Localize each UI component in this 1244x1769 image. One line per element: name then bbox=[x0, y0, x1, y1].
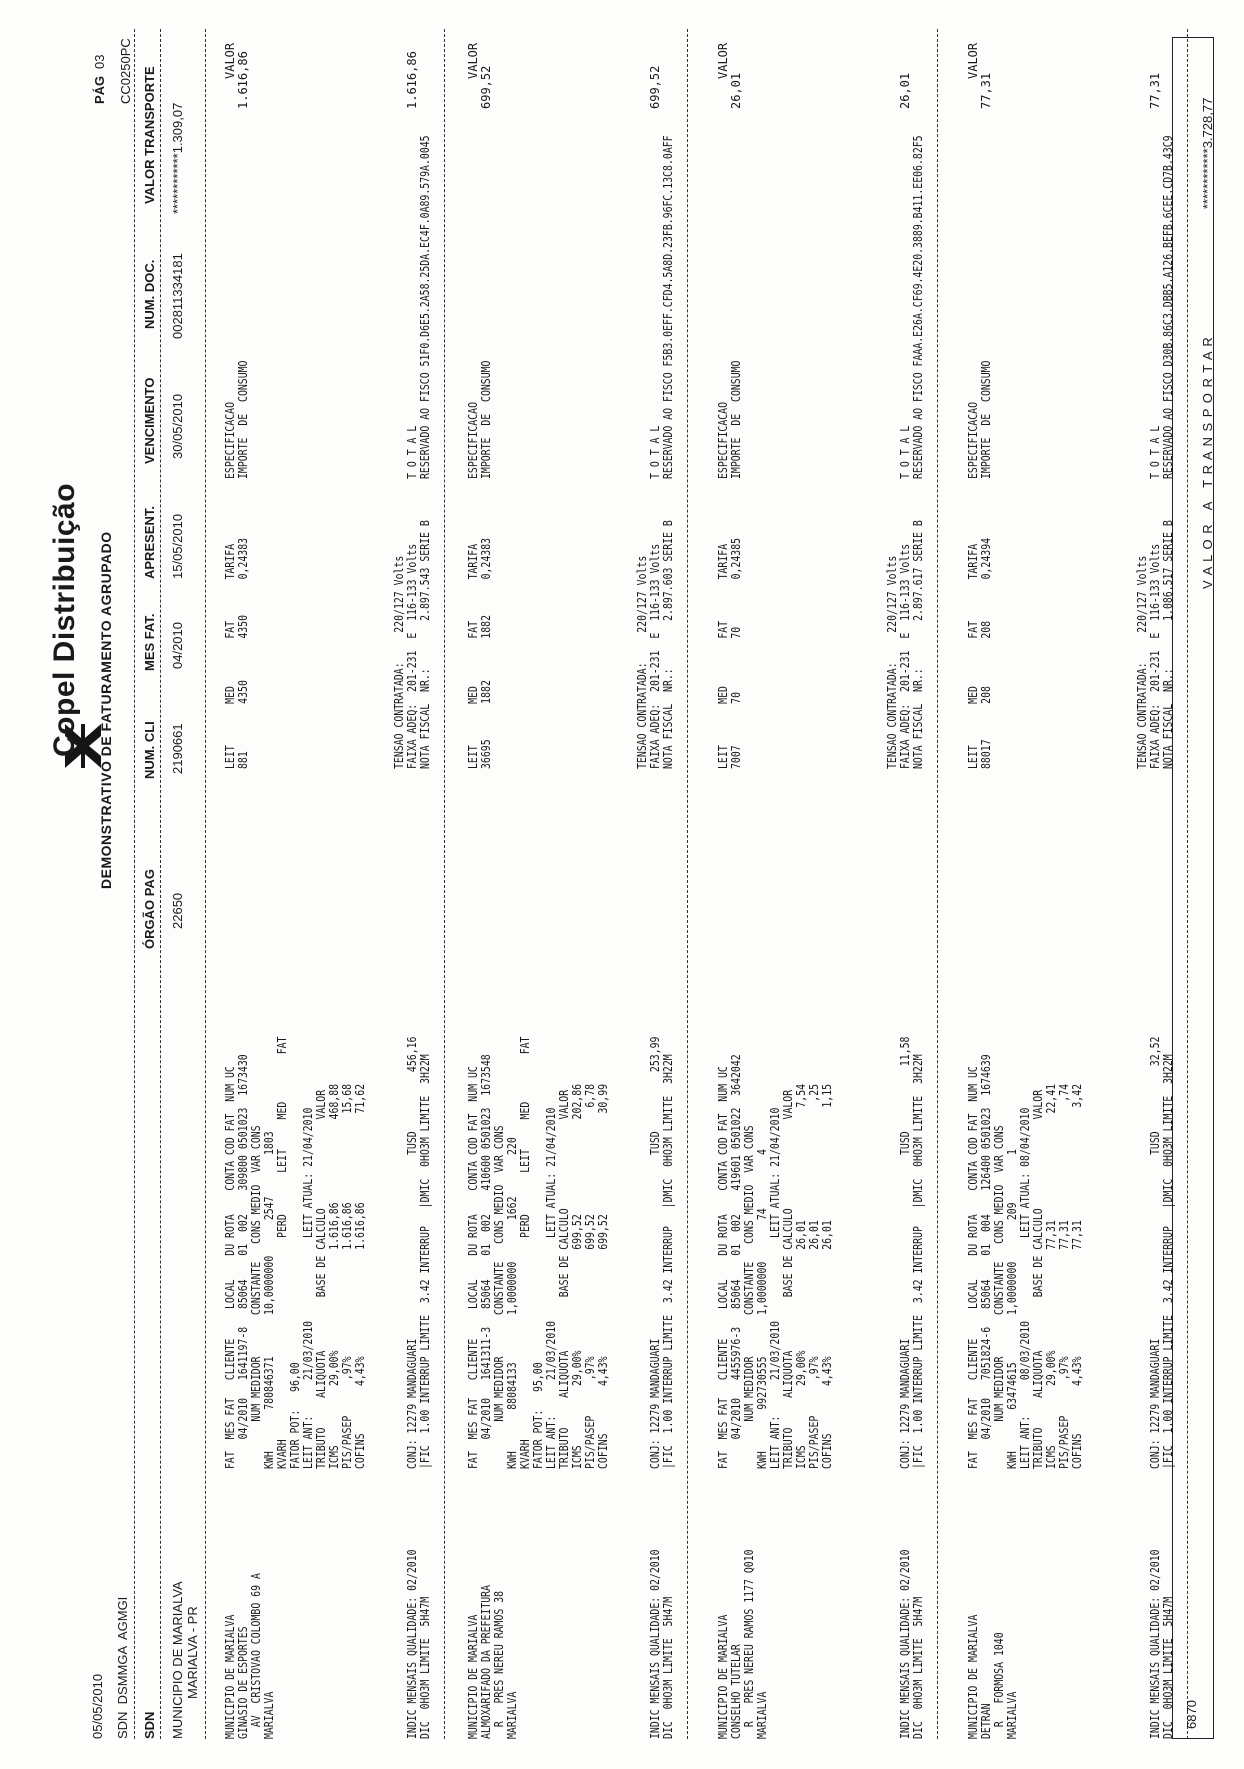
record-detail-line: KWH 992730555 1,0000000 74 4 bbox=[755, 1149, 769, 1469]
record-detail-line: 04/2010 1641311-3 85064 01 002 410600 0501023 1673548 bbox=[479, 1054, 493, 1469]
record-leit-block bbox=[467, 538, 493, 769]
record-indic-line: INDIC MENSAIS QUALIDADE: 02/2010 bbox=[648, 1549, 662, 1739]
record-total-label: T O T A L bbox=[898, 425, 912, 479]
summary-vencimento: 30/05/2010 bbox=[170, 393, 185, 459]
record-espec-line: IMPORTE DE CONSUMO bbox=[479, 360, 493, 479]
record-detail-line: FAT MES FAT CLIENTE LOCAL DU ROTA CONTA COD FAT NUM UC bbox=[966, 1066, 980, 1469]
record-tensao-block bbox=[393, 520, 432, 769]
record-detail-line: COFINS 4,43% 1.616,86 71,62 bbox=[353, 1083, 367, 1469]
summary-label-numcli: NUM. CLI bbox=[142, 721, 157, 779]
summary-orgao-pag: 22650 bbox=[170, 892, 185, 929]
record-detail-line: KVARH PERD LEIT MED FAT bbox=[518, 1036, 532, 1469]
record-detail-line: FAT MES FAT CLIENTE LOCAL DU ROTA CONTA COD FAT NUM UC bbox=[466, 1066, 480, 1469]
record-leit-line: LEIT MED FAT TARIFA bbox=[966, 543, 980, 769]
record-interrup-line: |FIC 1.00 INTERRUP LIMITE 3.42 INTERRUP |DMIC 0HO3M LIMITE 3H22M bbox=[661, 1054, 675, 1469]
record-valor-label: VALOR bbox=[223, 42, 237, 79]
summary-label-orgao: ÓRGÃO PAG bbox=[142, 869, 157, 949]
record-detail-block bbox=[717, 1054, 834, 1469]
record-name-block bbox=[717, 1549, 769, 1739]
record-valor: 77,31 bbox=[979, 72, 993, 109]
record-leit-line: LEIT MED FAT TARIFA bbox=[223, 543, 237, 769]
record-dic-line: DIC 0HO3M LIMITE 5H47M bbox=[1161, 1596, 1175, 1739]
page-label-r: PÁG bbox=[92, 75, 107, 104]
record-name-block bbox=[967, 1615, 1019, 1739]
summary-client-name: MUNICIPIO DE MARIALVA bbox=[170, 1581, 185, 1739]
record-espec-line: IMPORTE DE CONSUMO bbox=[236, 360, 250, 479]
record-tensao-line: NOTA FISCAL NR.: 1.086.517 SERIE B bbox=[1161, 520, 1175, 769]
record-tensao-line: TENSAO CONTRATADA: 220/127 Volts bbox=[635, 555, 649, 769]
record-name-block bbox=[224, 1573, 276, 1739]
record-indic-line: INDIC MENSAIS QUALIDADE: 02/2010 bbox=[1148, 1549, 1162, 1739]
record-fisco-line: RESERVADO AO FISCO FAAA.E26A.CF69.4E20.3889.B411.EE06.82F5 bbox=[911, 135, 925, 479]
record-name-line: MUNICIPIO DE MARIALVA bbox=[966, 1614, 980, 1739]
record-name-line: R PRES NEREU RAMOS 38 bbox=[492, 1590, 506, 1739]
record-leit-line: 7007 70 70 0,24385 bbox=[729, 537, 743, 769]
divider-header bbox=[134, 29, 135, 1739]
summary-apresent: 15/05/2010 bbox=[170, 513, 185, 579]
record-divider bbox=[687, 29, 688, 1739]
record-detail-line: PIS/PASEP ,97% 699,52 6,78 bbox=[583, 1083, 597, 1469]
record-name-line: DETRAN bbox=[979, 1703, 993, 1739]
record-tensao-block bbox=[636, 520, 675, 769]
record-dic-line: DIC 0HO3M LIMITE 5H47M bbox=[661, 1596, 675, 1739]
record-detail-line: NUM MEDIDOR CONSTANTE CONS MEDIO VAR CONS bbox=[992, 1125, 1006, 1469]
divider-summary bbox=[160, 29, 161, 1739]
record-valor: 26,01 bbox=[729, 72, 743, 109]
record-detail-line: KWH 780846371 10,0000000 2547 1803 bbox=[262, 1131, 276, 1469]
record-detail-line: COFINS 4,43% 699,52 30,99 bbox=[596, 1083, 610, 1469]
summary-label-vencimento: VENCIMENTO bbox=[142, 377, 157, 464]
header-code-r: SDN DSMMGA AGMGI bbox=[115, 1596, 130, 1739]
brand-name-r: Copel Distribuição bbox=[48, 482, 81, 757]
record-total-value: 1.616,86 bbox=[405, 51, 419, 109]
record-detail-line: 04/2010 7051824-6 85064 01 004 126400 0501023 1674639 bbox=[979, 1054, 993, 1469]
record-total-value: 26,01 bbox=[898, 72, 912, 109]
record-name-line: R FORMOSA 1040 bbox=[992, 1632, 1006, 1739]
record-espec-line: ESPECIFICACAO bbox=[223, 401, 237, 479]
record-detail-line: NUM MEDIDOR CONSTANTE CONS MEDIO VAR CONS bbox=[492, 1125, 506, 1469]
record-total-value: 77,31 bbox=[1148, 72, 1162, 109]
record-detail-line: TRIBUTO ALIQUOTA BASE DE CALCULO VALOR bbox=[781, 1089, 795, 1469]
record-leit-line: LEIT MED FAT TARIFA bbox=[716, 543, 730, 769]
record-name-line: AV CRISTOVAO COLOMBO 69 A bbox=[249, 1573, 263, 1739]
record-fisco-line: RESERVADO AO FISCO F5B3.0EFF.CFD4.5A8D.23FB.96FC.13C8.0AFF bbox=[661, 135, 675, 479]
record-interrup-line: |FIC 1.00 INTERRUP LIMITE 3.42 INTERRUP |DMIC 0HO3M LIMITE 3H22M bbox=[1161, 1054, 1175, 1469]
record-name-block bbox=[467, 1585, 519, 1739]
record-tensao-line: TENSAO CONTRATADA: 220/127 Volts bbox=[1135, 555, 1149, 769]
record-espec-block bbox=[717, 361, 743, 479]
record-tensao-block bbox=[886, 520, 925, 769]
record-espec-block bbox=[967, 361, 993, 479]
record-valor-label: VALOR bbox=[716, 42, 730, 79]
record-leit-line: 88017 208 208 0,24394 bbox=[979, 537, 993, 769]
record-interrup-line: |FIC 1.00 INTERRUP LIMITE 3.42 INTERRUP |DMIC 0HO3M LIMITE 3H22M bbox=[911, 1054, 925, 1469]
summary-label-numdoc: NUM. DOC. bbox=[142, 259, 157, 329]
summary-num-doc: 002811334181 bbox=[170, 253, 185, 339]
record-tusd-line: CONJ: 12279 MANDAGUARI TUSD 32,52 bbox=[1148, 1036, 1162, 1469]
record-detail-line: NUM MEDIDOR CONSTANTE CONS MEDIO VAR CONS bbox=[742, 1125, 756, 1469]
record-detail-line: KWH 88084133 1,0000000 1662 220 bbox=[505, 1137, 519, 1469]
record-total-label: T O T A L bbox=[405, 425, 419, 479]
record-tusd-line: CONJ: 12279 MANDAGUARI TUSD 253,99 bbox=[648, 1036, 662, 1469]
record-valor: 1.616,86 bbox=[236, 51, 250, 109]
record-detail-line: KVARH PERD LEIT MED FAT bbox=[275, 1036, 289, 1469]
record-detail-line: FAT MES FAT CLIENTE LOCAL DU ROTA CONTA COD FAT NUM UC bbox=[716, 1066, 730, 1469]
record-detail-line: LEIT ANT: 21/03/2010 LEIT ATUAL: 21/04/2010 bbox=[301, 1107, 315, 1469]
record-dic-line: DIC 0HO3M LIMITE 5H47M bbox=[418, 1596, 432, 1739]
record-espec-line: IMPORTE DE CONSUMO bbox=[979, 360, 993, 479]
record-espec-block bbox=[467, 361, 493, 479]
footer-transport-label: V A L O R A T R A N S P O R T A R bbox=[1200, 336, 1215, 589]
record-tusd-line: CONJ: 12279 MANDAGUARI TUSD 11,58 bbox=[898, 1036, 912, 1469]
record-name-line: CONSELHO TUTELAR bbox=[729, 1644, 743, 1739]
footer-code: 6870 bbox=[1184, 1700, 1199, 1729]
report-title-r: DEMONSTRATIVO DE FATURAMENTO AGRUPADO bbox=[98, 531, 114, 889]
record-tensao-line: FAIXA ADEQ: 201-231 E 116-133 Volts bbox=[898, 543, 912, 769]
record-leit-block bbox=[967, 538, 993, 769]
record-divider bbox=[444, 29, 445, 1739]
record-tensao-line: NOTA FISCAL NR.: 2.897.543 SERIE B bbox=[418, 520, 432, 769]
record-fisco-line: RESERVADO AO FISCO 51F0.D6E5.2A58.25DA.EC4F.0A89.579A.0045 bbox=[418, 135, 432, 479]
record-detail-line: PIS/PASEP ,97% 77,31 ,74 bbox=[1057, 1083, 1071, 1469]
record-detail-line: TRIBUTO ALIQUOTA BASE DE CALCULO VALOR bbox=[1031, 1089, 1045, 1469]
record-fisco-line: RESERVADO AO FISCO D30B.86C3.DBB5.A126.BEFB.6CEE.CD7B.43C9 bbox=[1161, 135, 1175, 479]
footer-transport-value: ************3.728,77 bbox=[1200, 97, 1215, 209]
record-tensao-line: FAIXA ADEQ: 201-231 E 116-133 Volts bbox=[405, 543, 419, 769]
record-detail-line: LEIT ANT: 08/03/2010 LEIT ATUAL: 08/04/2010 bbox=[1018, 1107, 1032, 1469]
record-name-line: MARIALVA bbox=[755, 1691, 769, 1739]
summary-label-mesfat: MES FAT. bbox=[142, 613, 157, 671]
record-detail-line: ICMS 29,00% 26,01 7,54 bbox=[794, 1083, 808, 1469]
summary-label-apresent: APRESENT. bbox=[142, 506, 157, 579]
record-tensao-line: TENSAO CONTRATADA: 220/127 Volts bbox=[885, 555, 899, 769]
summary-label-valor: VALOR TRANSPORTE bbox=[142, 66, 157, 204]
footer-box bbox=[1172, 37, 1214, 1739]
record-tensao-block bbox=[1136, 520, 1175, 769]
record-valor-label: VALOR bbox=[466, 42, 480, 79]
record-detail-line: TRIBUTO ALIQUOTA BASE DE CALCULO VALOR bbox=[557, 1089, 571, 1469]
record-tensao-line: FAIXA ADEQ: 201-231 E 116-133 Volts bbox=[648, 543, 662, 769]
record-detail-line: PIS/PASEP ,97% 26,01 ,25 bbox=[807, 1083, 821, 1469]
record-interrup-line: |FIC 1.00 INTERRUP LIMITE 3.42 INTERRUP |DMIC 0HO3M LIMITE 3H22M bbox=[418, 1054, 432, 1469]
record-detail-line: COFINS 4,43% 26,01 1,15 bbox=[820, 1083, 834, 1469]
record-detail-line: 04/2010 4455976-3 85064 01 002 419601 0501022 3642042 bbox=[729, 1054, 743, 1469]
record-detail-line: LEIT ANT: 21/03/2010 LEIT ATUAL: 21/04/2010 bbox=[768, 1107, 782, 1469]
record-leit-block bbox=[224, 538, 250, 769]
record-total-label: T O T A L bbox=[648, 425, 662, 479]
record-detail-line: NUM MEDIDOR CONSTANTE CONS MEDIO VAR CONS bbox=[249, 1125, 263, 1469]
record-valor: 699,52 bbox=[479, 65, 493, 109]
record-espec-line: ESPECIFICACAO bbox=[466, 401, 480, 479]
record-tensao-line: NOTA FISCAL NR.: 2.897.603 SERIE B bbox=[661, 520, 675, 769]
report-date-r: 05/05/2010 bbox=[90, 1673, 105, 1739]
record-name-line: MARIALVA bbox=[1005, 1691, 1019, 1739]
record-detail-line: ICMS 29,00% 77,31 22,41 bbox=[1044, 1083, 1058, 1469]
record-detail-line: FATOR POT: 95,00 bbox=[531, 1362, 545, 1469]
divider-records-start bbox=[205, 29, 206, 1739]
record-leit-line: 36695 1882 1882 0,24383 bbox=[479, 537, 493, 769]
record-name-line: MUNICIPIO DE MARIALVA bbox=[223, 1614, 237, 1739]
record-detail-line: TRIBUTO ALIQUOTA BASE DE CALCULO VALOR bbox=[314, 1089, 328, 1469]
summary-valor-transporte: ************1.309,07 bbox=[170, 102, 185, 214]
summary-num-cli: 2190661 bbox=[170, 723, 185, 774]
record-espec-line: ESPECIFICACAO bbox=[716, 401, 730, 479]
record-indic-line: INDIC MENSAIS QUALIDADE: 02/2010 bbox=[405, 1549, 419, 1739]
record-name-line: MARIALVA bbox=[505, 1691, 519, 1739]
record-dic-line: DIC 0HO3M LIMITE 5H47M bbox=[911, 1596, 925, 1739]
record-detail-line: 04/2010 1641197-8 85064 01 002 309800 0501023 1673430 bbox=[236, 1054, 250, 1469]
record-total-value: 699,52 bbox=[648, 65, 662, 109]
record-detail-line: COFINS 4,43% 77,31 3,42 bbox=[1070, 1083, 1084, 1469]
record-tusd-line: CONJ: 12279 MANDAGUARI TUSD 456,16 bbox=[405, 1036, 419, 1469]
record-leit-block bbox=[717, 538, 743, 769]
record-name-line: ALMOXARIFADO DA PREFEITURA bbox=[479, 1584, 493, 1739]
record-detail-line: PIS/PASEP ,97% 1.616,86 15,68 bbox=[340, 1083, 354, 1469]
record-detail-line: LEIT ANT: 21/03/2010 LEIT ATUAL: 21/04/2010 bbox=[544, 1107, 558, 1469]
summary-mes-fat: 04/2010 bbox=[170, 622, 185, 669]
record-detail-line: KWH 63474615 1,0000000 209 1 bbox=[1005, 1149, 1019, 1469]
record-name-line: MARIALVA bbox=[262, 1691, 276, 1739]
copel-logo-icon-r bbox=[42, 763, 86, 807]
record-divider bbox=[937, 29, 938, 1739]
record-detail-block bbox=[967, 1054, 1084, 1469]
record-espec-line: ESPECIFICACAO bbox=[966, 401, 980, 479]
record-name-line: GINASIO DE ESPORTES bbox=[236, 1626, 250, 1739]
record-espec-line: IMPORTE DE CONSUMO bbox=[729, 360, 743, 479]
record-tensao-line: FAIXA ADEQ: 201-231 E 116-133 Volts bbox=[1148, 543, 1162, 769]
record-detail-line: ICMS 29,00% 699,52 202,86 bbox=[570, 1083, 584, 1469]
report-code-r: CC0250PC bbox=[118, 38, 133, 104]
record-name-line: MUNICIPIO DE MARIALVA bbox=[716, 1614, 730, 1739]
record-tensao-line: TENSAO CONTRATADA: 220/127 Volts bbox=[392, 555, 406, 769]
record-detail-block bbox=[224, 1037, 367, 1469]
record-indic-line: INDIC MENSAIS QUALIDADE: 02/2010 bbox=[898, 1549, 912, 1739]
summary-label-sdn: SDN bbox=[142, 1711, 157, 1739]
record-name-line: MUNICIPIO DE MARIALVA bbox=[466, 1614, 480, 1739]
record-espec-block bbox=[224, 361, 250, 479]
record-total-label: T O T A L bbox=[1148, 425, 1162, 479]
record-name-line: R PRES NEREU RAMOS 1177 Q010 bbox=[742, 1549, 756, 1739]
record-detail-line: FATOR POT: 96,00 bbox=[288, 1362, 302, 1469]
record-detail-line: FAT MES FAT CLIENTE LOCAL DU ROTA CONTA COD FAT NUM UC bbox=[223, 1066, 237, 1469]
page-number-r: 03 bbox=[92, 54, 107, 69]
summary-client-city: MARIALVA - PR bbox=[185, 1606, 200, 1699]
record-leit-line: LEIT MED FAT TARIFA bbox=[466, 543, 480, 769]
record-valor-label: VALOR bbox=[966, 42, 980, 79]
record-detail-line: ICMS 29,00% 1.616,86 468,88 bbox=[327, 1083, 341, 1469]
record-detail-block bbox=[467, 1037, 610, 1469]
record-tensao-line: NOTA FISCAL NR.: 2.897.617 SERIE B bbox=[911, 520, 925, 769]
record-leit-line: 881 4350 4350 0,24383 bbox=[236, 537, 250, 769]
